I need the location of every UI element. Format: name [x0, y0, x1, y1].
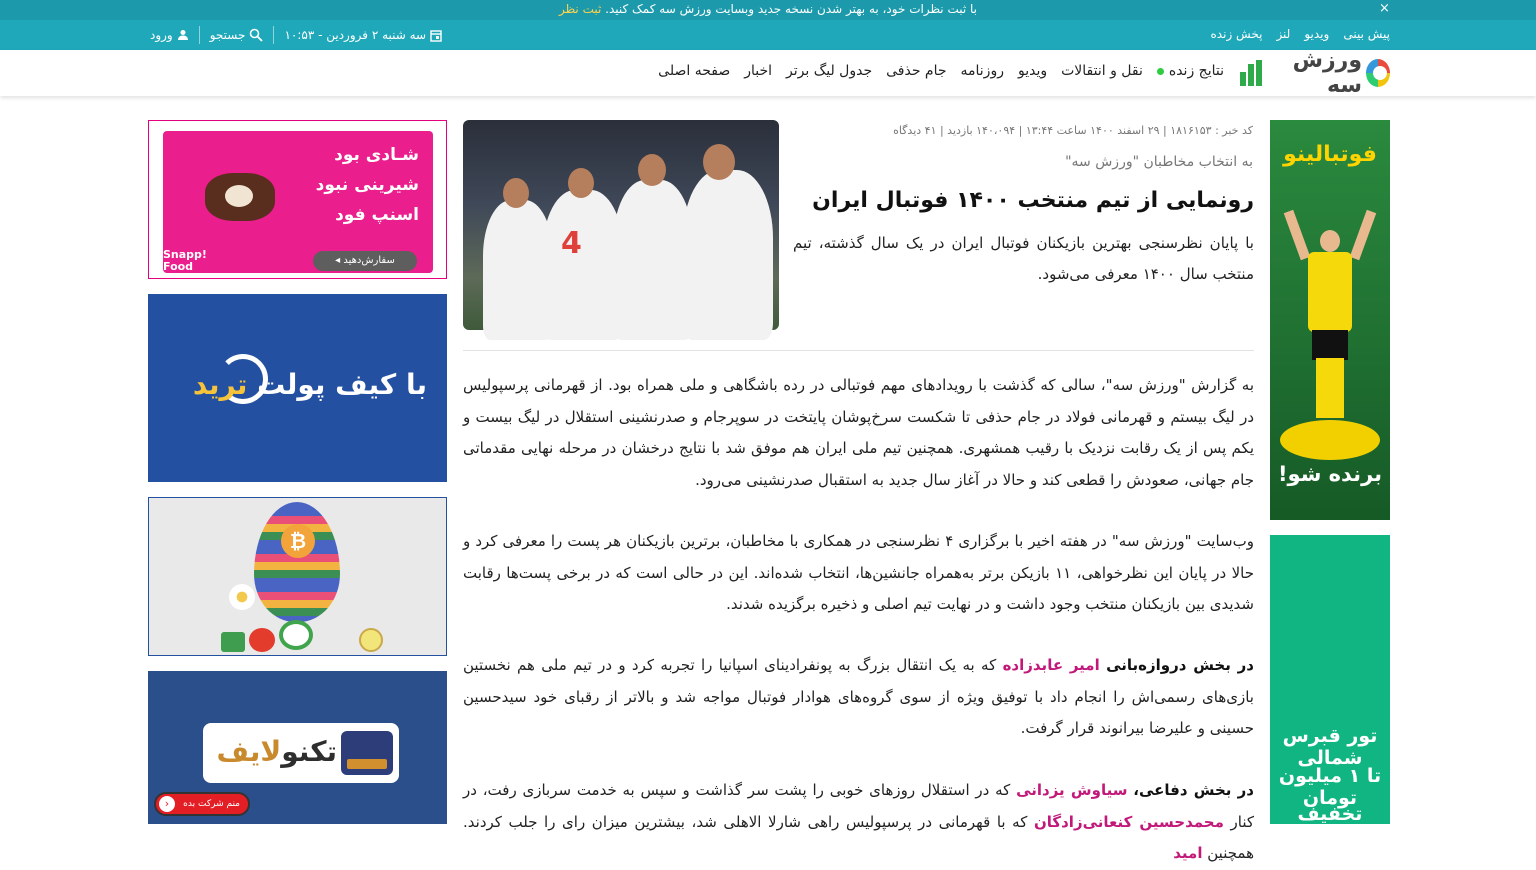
live-dot-icon	[1157, 68, 1164, 75]
nav-item-newspaper[interactable]: روزنامه	[960, 63, 1004, 79]
ad-teknolife-text-a: تکنو	[281, 735, 337, 768]
date-time	[284, 28, 442, 42]
notice-message: با ثبت نظرات خود، به بهتر شدن نسخه جدید وبسایت ورزش سه کمک کنید.	[605, 2, 978, 16]
util-divider	[273, 26, 274, 44]
util-divider	[199, 26, 200, 44]
ad-snappfood-line1: شـادی بود	[334, 145, 419, 165]
search-icon	[249, 28, 263, 42]
util-link-lens[interactable]: لنز	[1276, 27, 1291, 41]
ad-footballino[interactable]	[1270, 120, 1390, 520]
ad-snappfood-line2: شیرینی نبود	[315, 175, 419, 195]
article-divider	[463, 350, 1254, 351]
notice-feedback-link[interactable]: ثبت نظر	[558, 2, 602, 16]
article-meta: کد خبر : ۱۸۱۶۱۵۳ | ۲۹ اسفند ۱۴۰۰ ساعت ۱۳:۴۴ | ۱۴۰،۰۹۴ بازدید | ۴۱ دیدگاه	[893, 124, 1253, 137]
nav-item-league-table[interactable]: جدول لیگ برتر	[786, 63, 873, 79]
logo-text: ورزش سه	[1292, 48, 1362, 98]
login-label: ورود	[150, 28, 173, 42]
ad-snappfood-line3: اسنپ فود	[335, 205, 419, 225]
ad-snappfood-card	[163, 131, 433, 273]
ad-snappfood-logo	[163, 249, 207, 273]
jar-icon	[221, 632, 245, 652]
login-button[interactable]	[150, 28, 189, 42]
nav-menu	[658, 63, 1224, 79]
util-link-prediction[interactable]: پیش بینی	[1343, 27, 1390, 41]
flower-icon	[229, 584, 255, 610]
nav-item-transfers[interactable]: نقل و انتقالات	[1061, 63, 1143, 79]
util-link-live[interactable]: پخش زنده	[1210, 27, 1263, 41]
notice-bar	[0, 0, 1536, 20]
ad-cyprus-line1: تور قبرس شمالی	[1282, 725, 1378, 769]
utility-actions	[150, 26, 442, 44]
nav-item-news[interactable]: اخبار	[744, 63, 772, 79]
ad-footballino-tagline: برنده شو!	[1277, 462, 1383, 486]
logo-mark-icon	[1366, 59, 1390, 87]
article-paragraph-2: وب‌سایت "ورزش سه" در هفته اخیر با برگزاری ۴ نظرسنجی در همکاری با مخاطبان، برترین بازیکنان هر پست را معرفی کرد و حالا در پایان این نظرخواهی، ۱۱ بازیکن برتر به‌همراه جانشین‌ها، انتخاب شده‌اند. این در حالی است که در برخی پست‌ها رقابت شدیدی بین بازیکنان منتخب وجود داشت و در نهایت تیم اصلی و ذخیره برگزیده شدند.	[463, 532, 1254, 613]
hero-jersey-number: 4	[561, 226, 582, 261]
logo-bars-icon	[1240, 60, 1262, 86]
article-paragraph-1: به گزارش "ورزش سه"، سالی که گذشت با رویدادهای مهم فوتبالی در رده باشگاهی و ملی همراه بود. از قهرمانی پرسپولیس در لیگ بیستم و قهرمانی فولاد در جام حذفی تا شکست سرخ‌پوشان پایتخت در سوپرجام و صدرنشینی استقلال در لیگ بیست و یکم پس از یک رقابت نزدیک با رقیب همشهری. همچنین تیم ملی ایران هم موفق شد با نتایج درخشان در مرحله نهایی مقدماتی جام جهانی، صعودش را قطعی کند و حالا در آغاز سال جدید به استقبال صدرنشینی می‌رود.	[463, 376, 1254, 489]
ad-snappfood-order-button[interactable]: سفارش‌دهید ◂	[313, 251, 417, 271]
article-summary: با پایان نظرسنجی بهترین بازیکنان فوتبال ایران در یک سال گذشته، تیم منتخب سال ۱۴۰۰ معرفی می‌شود.	[793, 234, 1254, 283]
ad-snappfood-logo-line2: Food	[163, 260, 194, 273]
ad-trade-wallet[interactable]	[148, 294, 447, 482]
p4-lead: در بخش دفاعی،	[1133, 781, 1254, 799]
search-button[interactable]	[210, 28, 264, 42]
ad-cyprus-tour[interactable]	[1270, 535, 1390, 824]
clock-icon	[279, 620, 313, 650]
ad-cyprus-line2: تا ۱ میلیون تومان	[1278, 765, 1382, 809]
coin-jar-icon	[359, 628, 383, 652]
article-hero-image[interactable]	[463, 120, 779, 330]
teknolife-logo-icon	[341, 731, 393, 775]
site-logo[interactable]	[1240, 48, 1390, 98]
player-link-kanaanizadegan[interactable]: محمدحسین کنعانی‌زادگان	[1033, 812, 1224, 831]
p4-body: که در استقلال روزهای خوبی را پشت سر گذاشت و سپس به خدمت سربازی رفت، در کنار	[463, 781, 1254, 831]
ad-snappfood[interactable]	[148, 120, 447, 279]
ad-trade-text-b: ترید	[192, 368, 248, 401]
nav-item-video[interactable]: ویدیو	[1017, 63, 1048, 79]
ad-teknolife-button-label: منم شرکت بده	[183, 799, 240, 809]
ad-teknolife-join-button[interactable]	[154, 792, 250, 816]
article-paragraph-4	[463, 775, 1254, 870]
p3-lead: در بخش دروازه‌بانی	[1106, 656, 1254, 674]
ad-teknolife-card	[203, 723, 399, 783]
p4-body2: که با قهرمانی در پرسپولیس راهی شارلا الاهلی شد، بیشترین میزان رای را جلب کردند. همچنین	[463, 812, 1254, 862]
ad-snappfood-cake-image	[205, 173, 275, 221]
ad-trade-text-a: با کیف پولت	[247, 368, 427, 401]
apple-icon	[249, 628, 275, 652]
ad-footballino-title: فوتبالینو	[1283, 142, 1377, 167]
utility-links	[1211, 27, 1390, 41]
p3-body: که به یک انتقال بزرگ به پونفرادینای اسپانیا را تجربه کرد و در تیم ملی هم نخستین بازی‌های رسمی‌اش را انجام داد با توفیق ویژه از سوی گروه‌های هوادار فوتبال مواجه شد و بالاتر از رقبای خود سیدحسین حسینی و علیرضا بیرانوند قرار گرفت.	[463, 656, 1254, 737]
ad-teknolife-text	[217, 735, 338, 768]
player-link-abedzadeh[interactable]: امیر عابدزاده	[1002, 656, 1100, 674]
ad-footballino-pedestal	[1280, 420, 1380, 460]
ad-teknolife-text-b: لایف	[216, 735, 282, 768]
calendar-icon	[430, 29, 442, 42]
nav-item-cup[interactable]: جام حذفی	[886, 63, 947, 79]
search-label: جستجو	[209, 28, 246, 42]
ad-cyprus-line3: تخفیف	[1297, 803, 1363, 825]
ad-crypto-egg[interactable]	[148, 497, 447, 656]
nav-item-home[interactable]: صفحه اصلی	[658, 63, 731, 79]
ad-teknolife[interactable]	[148, 671, 447, 824]
util-link-video[interactable]: ویدیو	[1304, 27, 1330, 41]
notice-text	[0, 2, 1536, 16]
chevron-left-icon: ‹	[159, 796, 175, 812]
user-icon	[177, 29, 189, 41]
main-nav	[0, 50, 1536, 96]
bitcoin-icon: ₿	[281, 524, 315, 558]
live-results-label: نتایج زنده	[1168, 63, 1224, 79]
article-paragraph-3	[463, 650, 1254, 745]
ad-snappfood-logo-line1: Snapp!	[163, 248, 207, 261]
player-link-omid[interactable]: امید	[1173, 844, 1203, 862]
close-icon[interactable]: ×	[1379, 1, 1390, 16]
egg-image	[254, 502, 340, 622]
date-text: سه شنبه ۲ فروردین - ۱۰:۵۳	[284, 28, 427, 42]
article-headline: رونمایی از تیم منتخب ۱۴۰۰ فوتبال ایران	[812, 188, 1254, 213]
nav-item-live-results[interactable]	[1157, 63, 1224, 79]
player-link-yazdani[interactable]: سیاوش یزدانی	[1016, 781, 1128, 799]
article-lead-label: به انتخاب مخاطبان "ورزش سه"	[1065, 154, 1253, 170]
ad-trade-text	[193, 368, 427, 401]
ad-footballino-player-image	[1300, 230, 1360, 430]
utility-bar	[0, 20, 1536, 50]
